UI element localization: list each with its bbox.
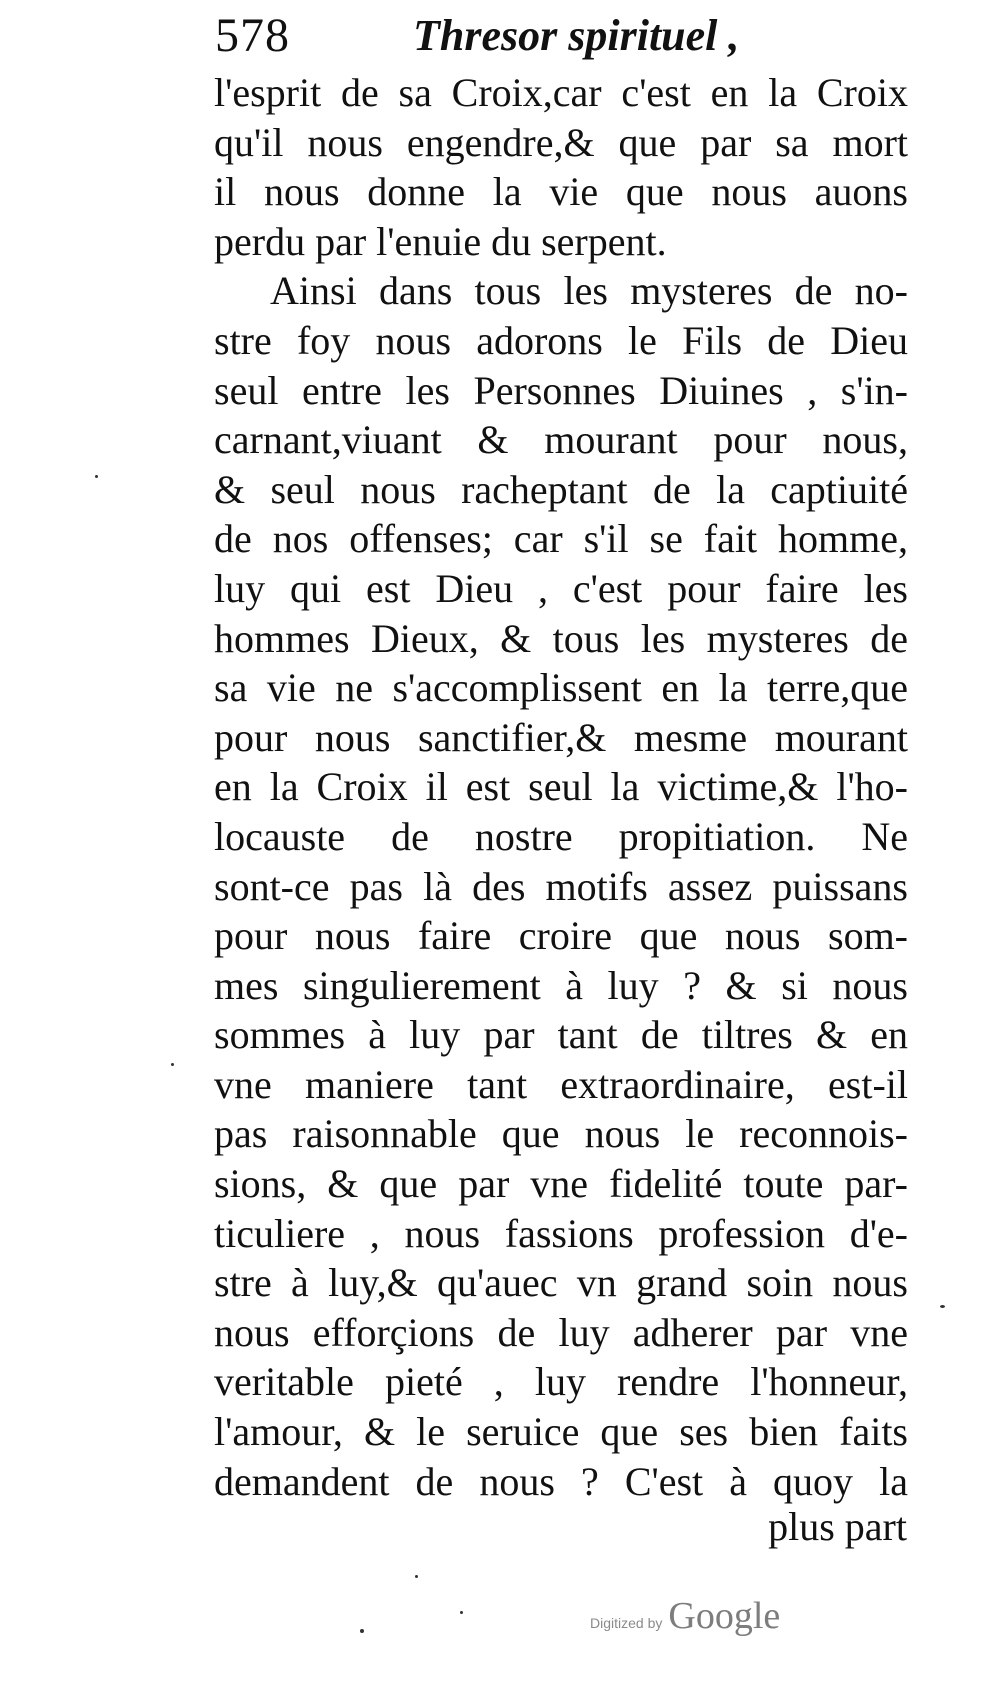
text-line: il nous donne la vie que nous auons xyxy=(214,169,908,215)
text-line: sommes à luy par tant de tiltres & en xyxy=(214,1012,908,1058)
text-line: pas raisonnable que nous le reconnois- xyxy=(214,1111,908,1157)
text-line: nous efforçions de luy adherer par vne xyxy=(214,1309,908,1355)
running-title: Thresor spirituel , xyxy=(413,11,740,60)
digitized-by-google-watermark xyxy=(590,1594,780,1642)
text-line: l'esprit de sa Croix,car c'est en la Croix xyxy=(214,70,908,115)
text-line: pour nous sanctifier,& mesme mourant xyxy=(214,714,908,760)
scan-speck xyxy=(171,1063,174,1066)
text-line: veritable pieté , luy rendre l'honneur, xyxy=(214,1359,908,1405)
text-line: ticuliere , nous fassions profession d'e- xyxy=(214,1210,908,1256)
scan-speck xyxy=(415,1575,418,1578)
page-header xyxy=(215,8,775,64)
scan-speck xyxy=(95,475,98,478)
text-line: mes singulierement à luy ? & si nous xyxy=(214,962,908,1008)
text-line: carnant,viuant & mourant pour nous, xyxy=(214,417,908,463)
watermark-caption: Digitized by xyxy=(590,1615,663,1631)
text-line: demandent de nous ? C'est à quoy la xyxy=(214,1458,908,1504)
text-line: luy qui est Dieu , c'est pour faire les xyxy=(214,565,908,611)
text-line: en la Croix il est seul la victime,& l'ho- xyxy=(214,764,908,810)
catchword: plus part xyxy=(768,1504,907,1549)
text-line: qu'il nous engendre,& que par sa mort xyxy=(214,119,908,165)
text-line: l'amour, & le seruice que ses bien faits xyxy=(214,1409,908,1455)
scan-speck xyxy=(460,1611,463,1614)
text-line: stre foy nous adorons le Fils de Dieu xyxy=(214,317,908,363)
page-number: 578 xyxy=(215,9,290,62)
text-line: stre à luy,& qu'auec vn grand soin nous xyxy=(214,1260,908,1306)
google-logo: Google xyxy=(668,1595,781,1637)
text-line: sions, & que par vne fidelité toute par- xyxy=(214,1161,908,1207)
text-line: hommes Dieux, & tous les mysteres de xyxy=(214,615,908,661)
scan-speck xyxy=(940,1305,945,1308)
text-line: & seul nous racheptant de la captiuité xyxy=(214,466,908,512)
text-line: locauste de nostre propitiation. Ne xyxy=(214,813,908,859)
text-line: perdu par l'enuie du serpent. xyxy=(214,218,667,264)
scan-speck xyxy=(360,1629,364,1633)
text-line: sa vie ne s'accomplissent en la terre,que xyxy=(214,665,908,711)
text-line: vne maniere tant extraordinaire, est-il xyxy=(214,1061,908,1107)
paragraph-start-line: Ainsi dans tous les mysteres de no- xyxy=(270,268,908,314)
text-line: sont-ce pas là des motifs assez puissans xyxy=(214,863,908,909)
text-line: pour nous faire croire que nous som- xyxy=(214,913,908,959)
text-line: seul entre les Personnes Diuines , s'in- xyxy=(214,367,908,413)
body-text xyxy=(214,68,908,1506)
text-line: de nos offenses; car s'il se fait homme, xyxy=(214,516,908,562)
